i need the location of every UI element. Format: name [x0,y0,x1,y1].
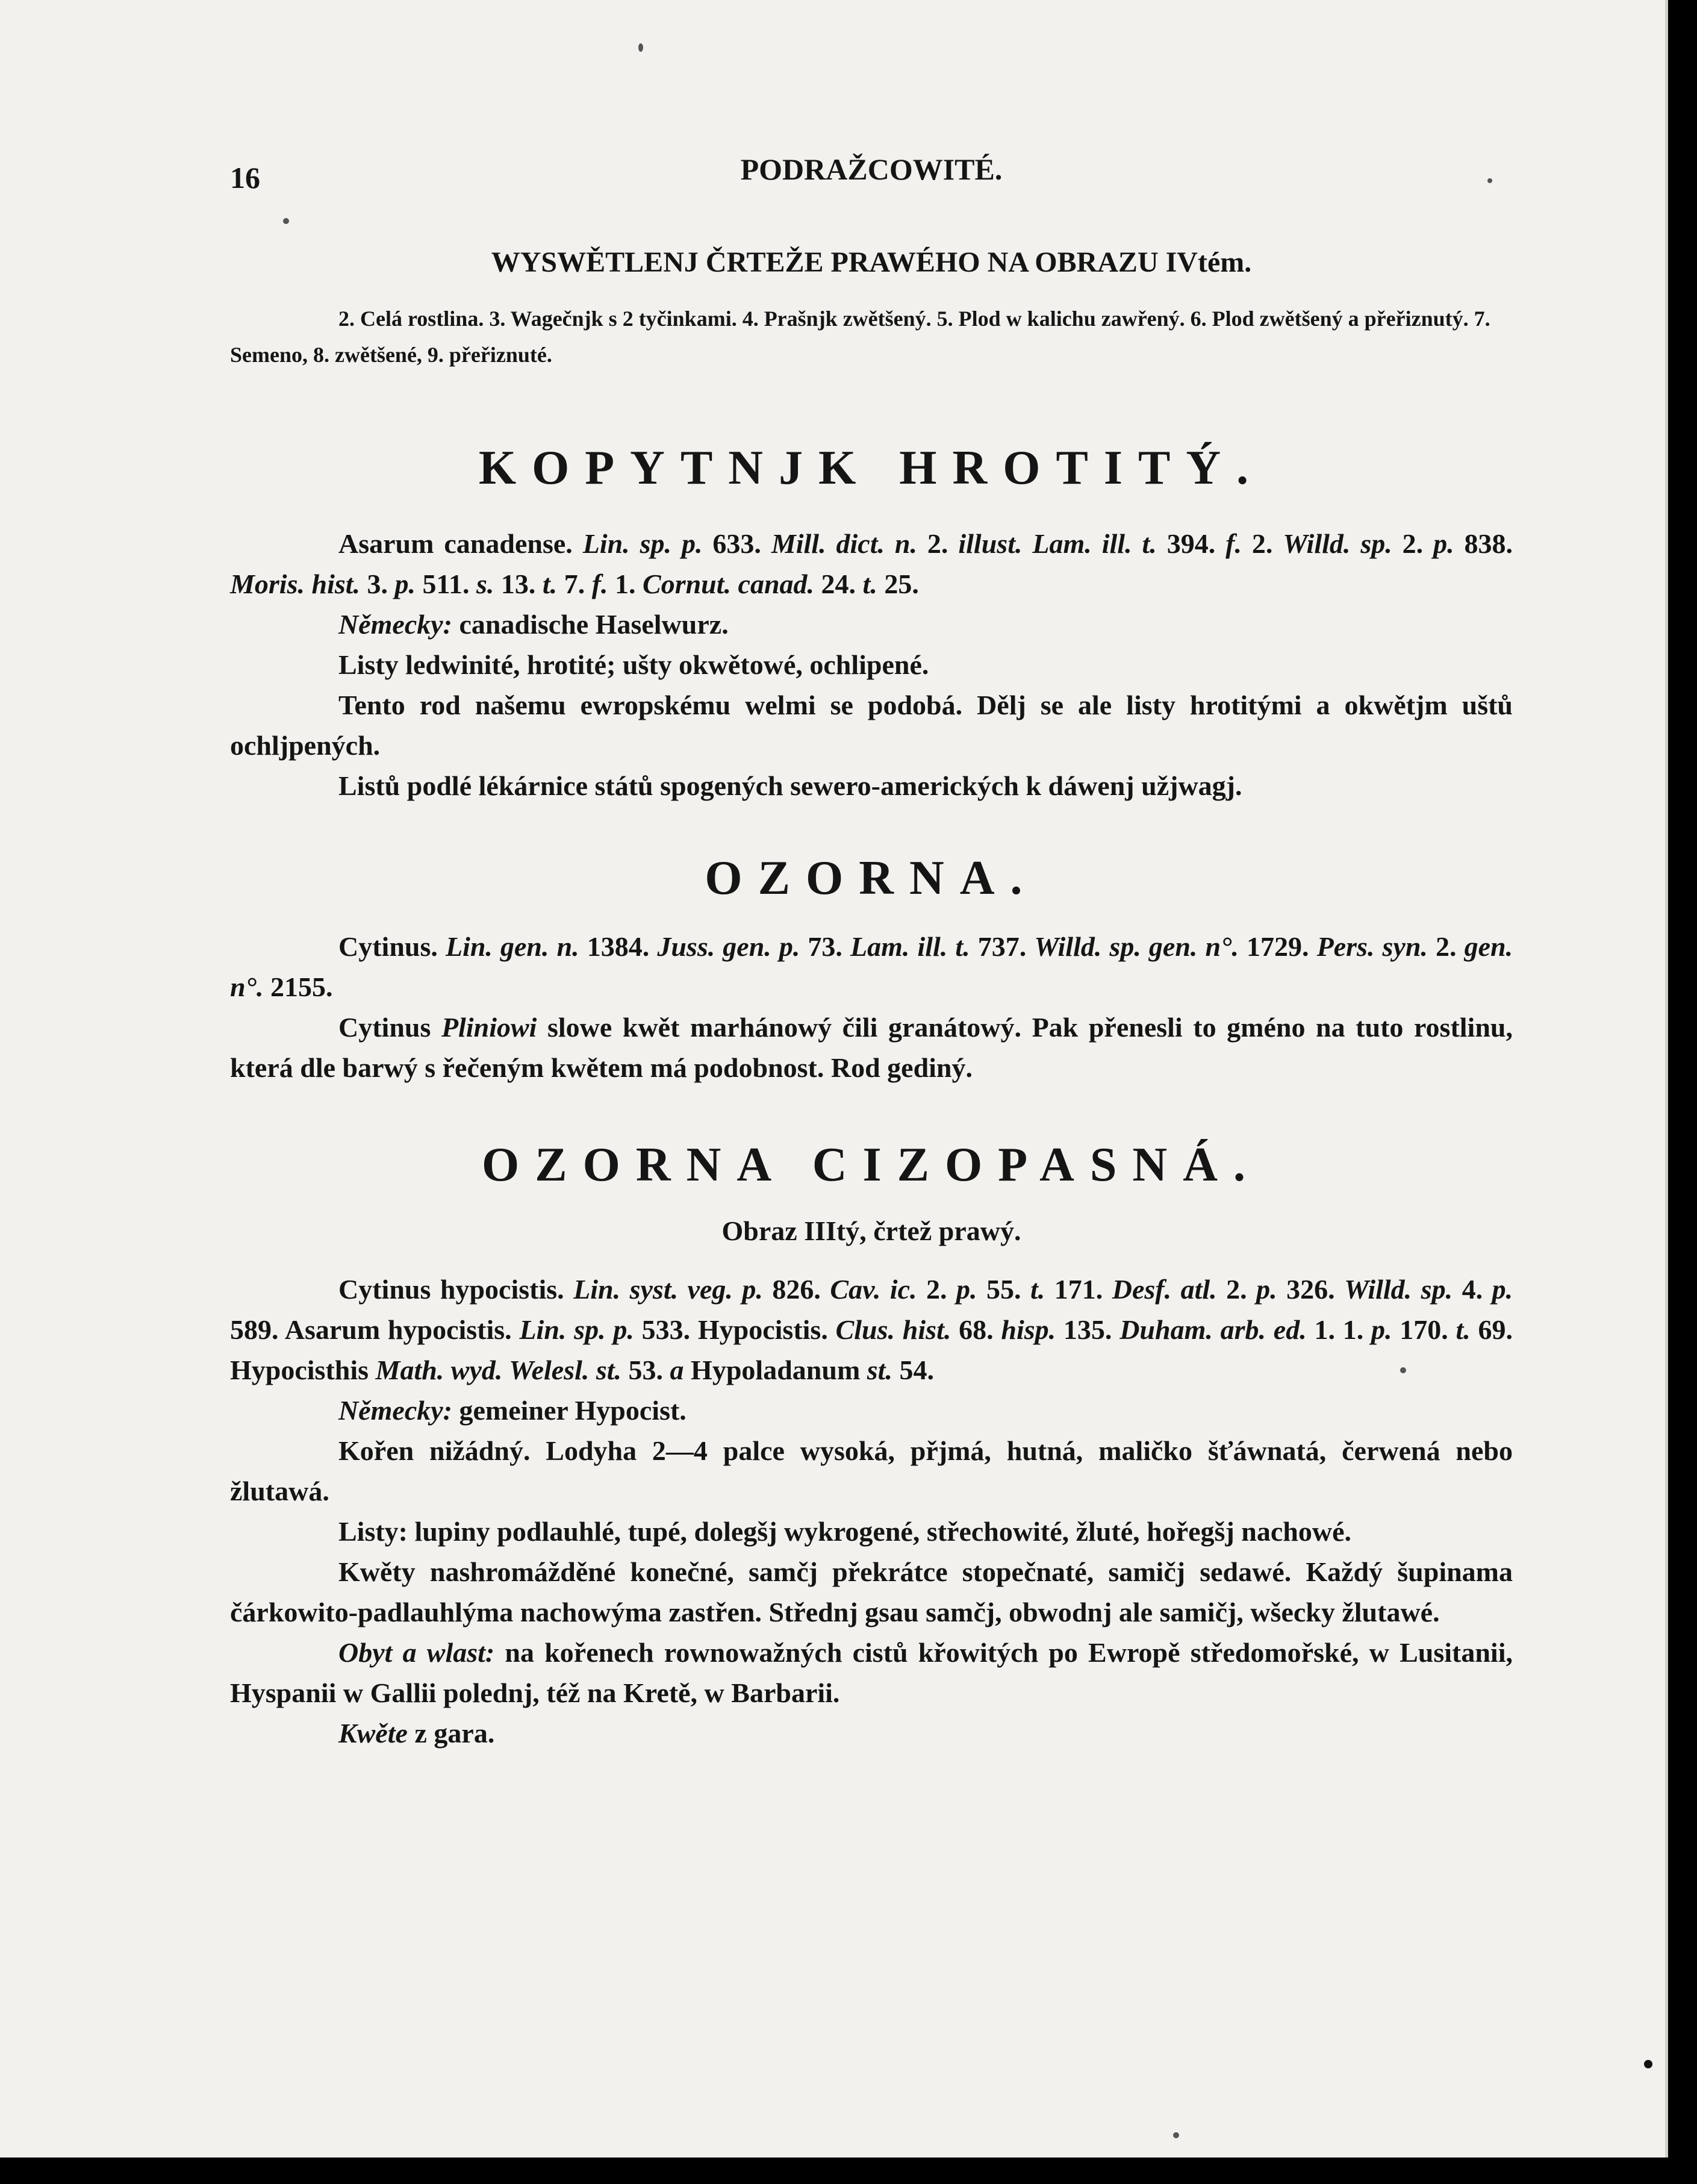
habitat-paragraph: Obyt a wlast: na kořenech rownowažných cistů křowitých po Ewropě středomořské, w Lusitanii, Hyspanii w Gallii polednj, též na Kretě, w Barbarii. [230,1637,1513,1708]
scan-speck [638,43,643,52]
synonymy-paragraph: Cytinus. Lin. gen. n. 1384. Juss. gen. p. 73. Lam. ill. t. 737. Willd. sp. gen. n°. 1729. Pers. syn. 2. gen. n°. 2155. [230,931,1513,1002]
page-edge-shadow [1665,0,1668,2157]
synonymy-paragraph: Cytinus hypocistis. Lin. syst. veg. p. 826. Cav. ic. 2. p. 55. t. 171. Desf. atl. 2. p. 326. Willd. sp. 4. p. 589. Asarum hypocistis. Lin. sp. p. 533. Hypocistis. Clus. hist. 68. hisp. 135. Duham. arb. ed. 1. 1. p. 170. t. 69. Hypocisthis Math. wyd. Welesl. st. 53. a Hypoladanum st. 54. [230,1274,1513,1385]
leaves-description: Listy ledwinité, hrotité; ušty okwětowé, ochlipené. [338,649,929,680]
scan-speck [1173,2132,1179,2138]
flowers-description: Kwěty nashromážděné konečné, samčj překrátce stopečnaté, samičj sedawé. Každý šupinama čárkowito-padlauhlýma nachowýma zastřen. Střednj gsau samčj, obwodnj ale samičj, wšecky žlutawé. [230,1556,1513,1627]
plate-explanation-caption: 2. Celá rostlina. 3. Wagečnjk s 2 tyčinkami. 4. Prašnjk zwětšený. 5. Plod w kalichu zawřený. 6. Plod zwětšený a přeřiznutý. 7. Semeno, 8. zwětšené, 9. přeřiznuté. [230,307,1490,367]
comparison-paragraph: Tento rod našemu ewropskému welmi se podobá. Dělj se ale listy hrotitými a okwětjm uštů ochljpených. [230,690,1513,761]
page-number: 16 [230,161,260,195]
german-name-paragraph: Německy: gemeiner Hypocist. [338,1395,687,1426]
usage-paragraph: Listů podlé lékárnice států spogených sewero-amerických k dáwenj užjwagj. [338,770,1242,801]
figure-reference: Obraz IIItý, črtež prawý. [721,1215,1021,1246]
running-head-title: PODRAŽCOWITÉ. [740,152,1003,186]
root-stem-description: Kořen nižádný. Lodyha 2—4 palce wysoká, přjmá, hutná, maličko šťáwnatá, čerwená nebo žlutawá. [230,1435,1513,1506]
scan-speck [283,218,289,224]
page-content [230,149,1513,1753]
running-head [230,149,1513,195]
flowering-time-paragraph: Kwěte z gara. [338,1718,495,1749]
scan-speck [1644,2060,1652,2068]
leaves-description: Listy: lupiny podlauhlé, tupé, dolegšj wykrogené, střechowité, žluté, hořegšj nachowé. [338,1516,1351,1547]
scan-speck [1400,1367,1406,1373]
german-name-paragraph: Německy: canadische Haselwurz. [338,609,729,640]
etymology-paragraph: Cytinus Pliniowi slowe kwět marhánowý čili granátowý. Pak přenesli to gméno na tuto rostlinu, která dle barwý s řečeným kwětem má podobnost. Rod gediný. [230,1012,1513,1083]
scan-speck [1487,178,1492,183]
section-title-ozorna-cizopasna: OZORNA CIZOPASNÁ. [482,1138,1261,1191]
section-title-ozorna: OZORNA. [705,852,1038,905]
synonymy-paragraph: Asarum canadense. Lin. sp. p. 633. Mill. dict. n. 2. illust. Lam. ill. t. 394. f. 2. Willd. sp. 2. p. 838. Moris. hist. 3. p. 511. s. 13. t. 7. f. 1. Cornut. canad. 24. t. 25. [230,528,1513,599]
section-title-kopytnjk-hrotity: KOPYTNJK HROTITÝ. [478,441,1265,495]
plate-explanation-title: WYSWĚTLENJ ČRTEŽE PRAWÉHO NA OBRAZU IVtém. [491,246,1252,278]
